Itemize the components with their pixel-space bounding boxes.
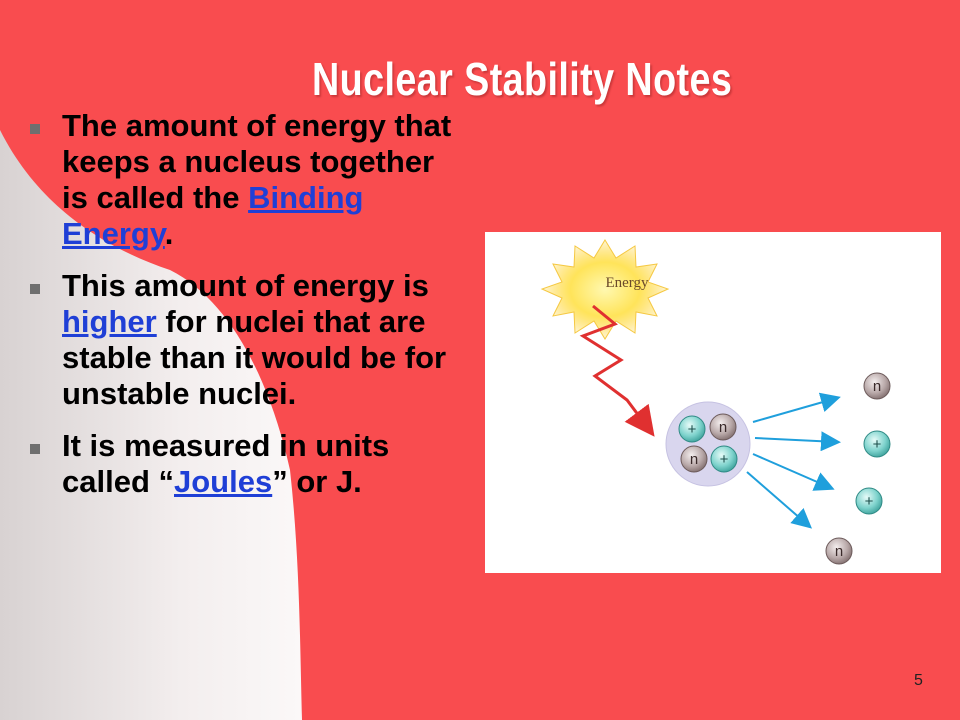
bullet-item — [28, 268, 468, 412]
bullet-text: This amount of energy is — [62, 268, 429, 303]
nucleus-cloud — [666, 402, 750, 486]
higher-link[interactable]: higher — [62, 304, 157, 339]
bullet-text: . — [164, 216, 174, 251]
particle-label: n — [689, 451, 699, 468]
particle-label: n — [718, 419, 728, 436]
bullet-text: The amount of energy that keeps a nucleus together is called the — [62, 108, 452, 215]
emission-arrow — [747, 472, 809, 526]
energy-zigzag-arrow — [583, 306, 651, 432]
bullet-text: ” or J. — [272, 464, 362, 499]
emission-arrow — [753, 398, 837, 422]
joules-link[interactable]: Joules — [174, 464, 273, 499]
emission-arrow — [753, 454, 831, 488]
slide-title: Nuclear Stability Notes — [312, 53, 733, 105]
bullet-text: It is measured in units called “ — [62, 428, 390, 499]
bullet-list — [28, 108, 468, 516]
bullet-item — [28, 108, 468, 252]
particle-label: + — [864, 493, 874, 510]
energy-label: Energy — [605, 275, 649, 291]
particle-label: + — [719, 451, 729, 468]
bullet-item — [28, 428, 468, 500]
emission-arrow — [755, 438, 837, 442]
binding-energy-diagram — [485, 232, 941, 573]
page-number: 5 — [914, 672, 923, 689]
particle-label: n — [834, 543, 844, 560]
particle-label: n — [872, 378, 882, 395]
binding-energy-link[interactable]: Binding Energy — [62, 180, 364, 251]
particle-label: + — [872, 436, 882, 453]
bullet-text: for nuclei that are stable than it would be for unstable nuclei. — [62, 304, 447, 411]
particle-label: + — [687, 421, 697, 438]
